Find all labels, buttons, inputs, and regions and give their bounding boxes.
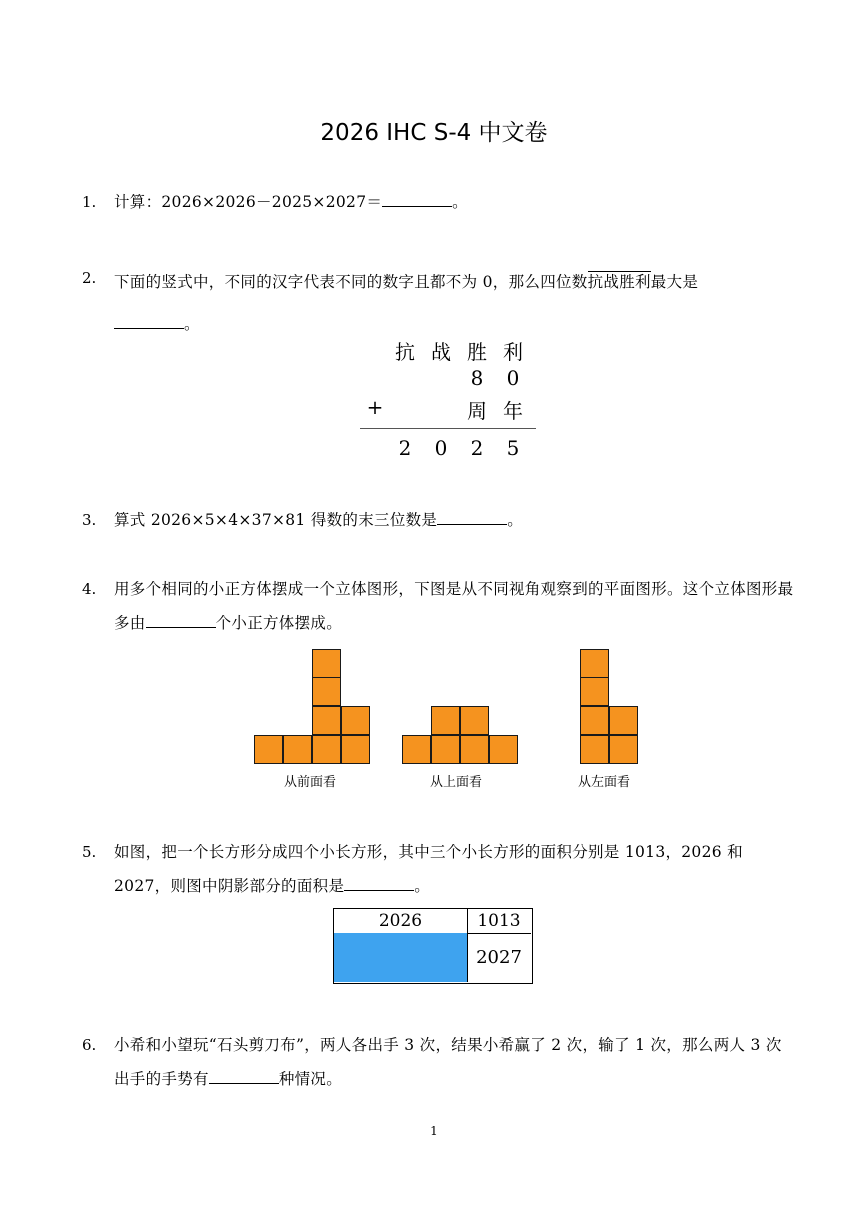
cube-square [312,706,341,735]
question-text: 算式 2026×5×4×37×81 得数的末三位数是 [114,511,438,529]
question-tail: 。 [184,315,200,333]
question-text: 用多个相同的小正方体摆成一个立体图形，下图是从不同视角观察到的平面图形。这个立体图形最多由 [114,580,794,632]
question-tail: 。 [452,193,468,211]
shaded-area [334,933,468,982]
cube-square [431,706,460,735]
answer-blank[interactable] [437,508,507,525]
question-number: 6. [82,1036,97,1054]
digit-cell: 战 [431,340,451,364]
cube-square [609,706,638,735]
cube-square [341,706,370,735]
digit-cell: 0 [506,366,520,390]
digit-cell: 周 [467,399,487,423]
addition-row [360,366,540,394]
digit-cell: 5 [506,436,520,460]
sum-row [360,436,540,464]
question-tail: 个小正方体摆成。 [215,614,343,632]
answer-blank[interactable] [209,1067,279,1084]
digit-cell: 2 [470,436,484,460]
sum-line [360,428,536,429]
question-number: 2. [82,269,97,287]
cube-square [431,735,460,764]
cube-views-figure [0,640,868,800]
cube-square [402,735,431,764]
question-number: 5. [82,843,97,861]
question-number: 4. [82,580,97,598]
view-label-front: 从前面看 [284,775,337,790]
cube-square [580,649,609,678]
digit-cell: 利 [503,340,523,364]
addition-row [360,395,540,423]
view-label-top: 从上面看 [430,775,483,790]
cube-square [312,735,341,764]
cube-square [312,677,341,706]
cube-square [460,735,489,764]
digit-cell: 抗 [395,340,415,364]
cube-square [254,735,283,764]
area-top-left: 2026 [334,909,468,934]
cube-square [580,706,609,735]
cube-square [283,735,312,764]
view-label-left: 从左面看 [578,775,631,790]
answer-blank[interactable] [146,611,216,628]
question-tail: 。 [414,877,431,895]
question-2 [114,261,794,345]
question-text: 计算：2026×2026－2025×2027＝ [114,193,383,211]
question-text: 如图，把一个长方形分成四个小长方形，其中三个小长方形的面积分别是 1013，2026 和 2027，则图中阴影部分的面积是 [114,843,743,895]
question-number: 3. [82,511,97,529]
cube-square [460,706,489,735]
digit-cell: 2 [398,436,412,460]
question-3 [114,503,794,537]
question-text: 下面的竖式中，不同的汉字代表不同的数字且都不为 0，那么四位数 [114,273,588,291]
answer-blank[interactable] [114,312,184,329]
question-number: 1. [82,193,97,211]
addition-row [360,336,540,364]
area-top-right: 1013 [467,909,531,934]
answer-blank[interactable] [344,874,414,891]
overlined-number: 抗战胜利 [587,273,651,291]
question-5 [114,835,794,903]
digit-cell: 胜 [467,340,487,364]
answer-blank[interactable] [382,190,452,207]
page-number: 1 [430,1124,438,1138]
cube-square [489,735,518,764]
digit-cell: 年 [503,399,523,423]
question-tail: 种情况。 [278,1070,343,1088]
cube-square [580,677,609,706]
cube-square [580,735,609,764]
question-text-b: 最大是 [650,273,699,291]
question-1 [114,185,794,219]
question-text: 小希和小望玩“石头剪刀布”，两人各出手 3 次，结果小希赢了 2 次，输了 1 次，那么两人 3 次出手的手势有 [114,1036,782,1088]
question-4 [114,572,794,640]
page-title: 2026 IHC S-4 中文卷 [320,120,548,146]
digit-cell: 0 [434,436,448,460]
area-bottom-right: 2027 [476,947,522,968]
question-tail: 。 [507,511,524,529]
cube-square [312,649,341,678]
question-6 [114,1028,794,1096]
cube-square [341,735,370,764]
cube-square [609,735,638,764]
digit-cell: 8 [470,366,484,390]
plus-sign: + [366,395,384,419]
rectangle-figure [333,908,533,984]
